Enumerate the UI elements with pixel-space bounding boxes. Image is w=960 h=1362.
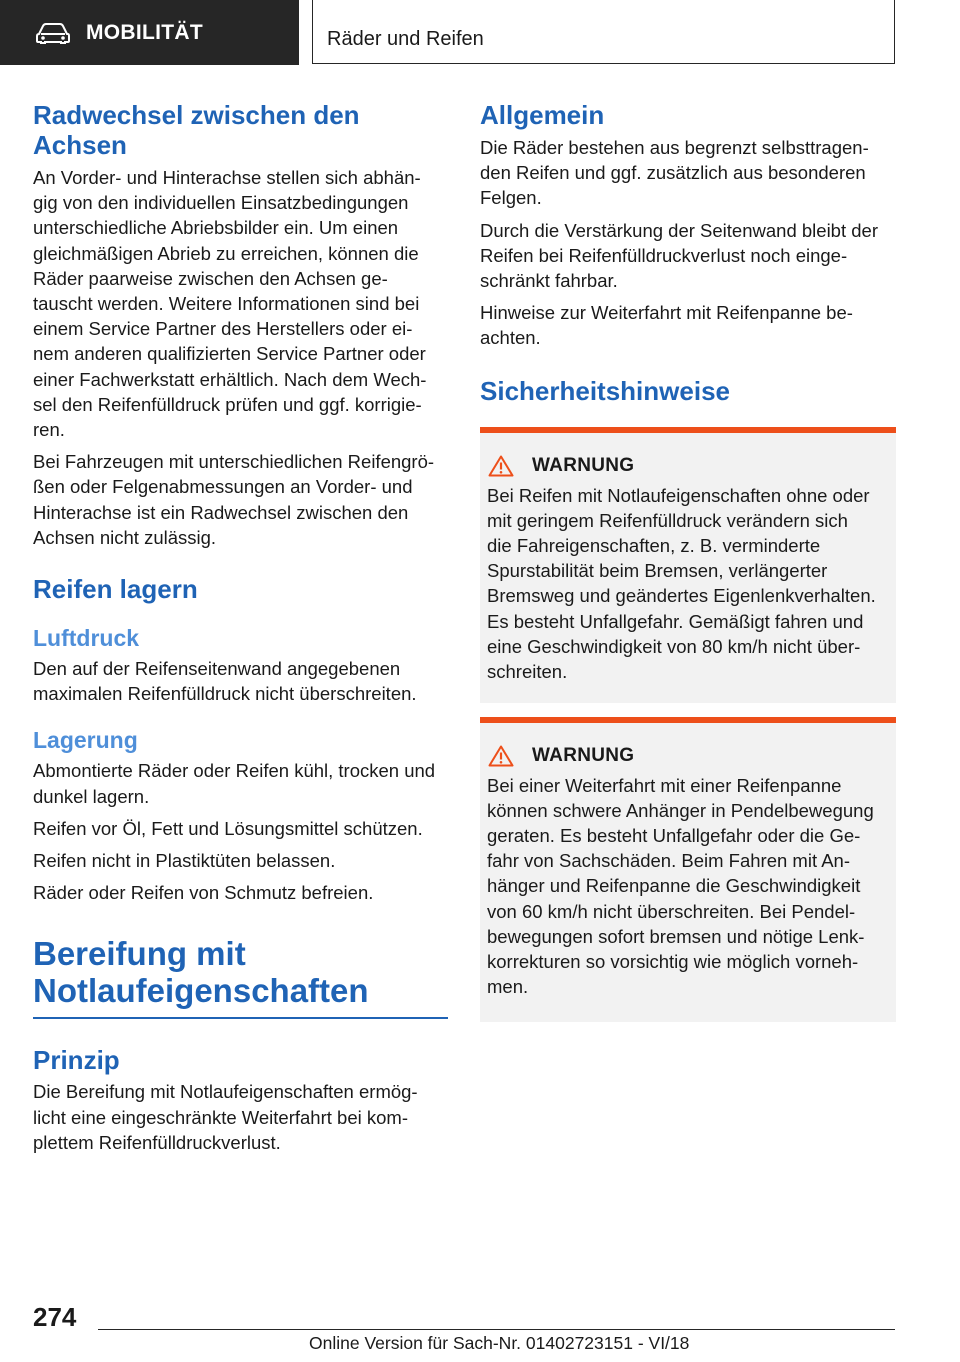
paragraph-luftdruck: Den auf der Reifenseitenwand angegebenen maximalen Reifenfülldruck nicht überschreiten. [33, 658, 417, 705]
heading-reifen-lagern: Reifen lagern [33, 574, 198, 605]
paragraph-lagerung-2: Reifen vor Öl, Fett und Lösungsmittel schützen. [33, 817, 423, 839]
heading-allgemein: Allgemein [480, 100, 605, 130]
paragraph-prinzip: Die Bereifung mit Notlaufeigenschaften ermög- licht eine eingeschränkte Weiterfahrt bei kom- plettem Reifenfülldruckverlust. [33, 1081, 418, 1153]
heading-radwechsel: Radwechsel zwischen den Achsen [33, 100, 360, 160]
left-column [33, 100, 448, 1155]
page-number: 274 [33, 1302, 77, 1332]
chapter-title: MOBILITÄT [86, 20, 204, 44]
paragraph-lagerung-1: Abmontierte Räder oder Reifen kühl, trocken und dunkel lagern. [33, 760, 436, 807]
heading-prinzip: Prinzip [33, 1045, 120, 1076]
paragraph-allgemein-2: Durch die Verstärkung der Seitenwand bleibt der Reifen bei Reifenfülldruckverlust noch einge- schränkt fahrbar. [480, 219, 878, 292]
warning-text: Bei Reifen mit Notlaufeigenschaften ohne oder mit geringem Reifenfülldruck verändern sich die Fahreigenschaften, z. B. verminderte Spurstabilität beim Bremsen, verlängerter Bremsweg und geändertes Eigenlenkverhalten. Es besteht Unfallgefahr. Gemäßigt fahren und eine Geschwindigkeit von 80 km/h nicht über- schreiten. [487, 484, 876, 683]
warning-header [480, 723, 896, 767]
heading-lagerung: Lagerung [33, 727, 138, 754]
car-icon [36, 22, 70, 44]
warning-box-1 [480, 427, 896, 703]
footer-version: Online Version für Sach-Nr. 01402723151 - VI/18 [309, 1333, 690, 1353]
paragraph-radwechsel-2: Bei Fahrzeugen mit unterschiedlichen Reifengrö- ßen oder Felgenabmessungen an Vorder- und Hinterachse ist ein Radwechsel zwischen den Achsen nicht zulässig. [33, 451, 435, 548]
warning-title: WARNUNG [532, 454, 635, 476]
paragraph-radwechsel-1: An Vorder- und Hinterachse stellen sich abhän- gig von den individuellen Einsatzbedingungen unterschiedliche Abriebsbilder ein. Um einen gleichmäßigen Abrieb zu erreichen, können die Räder paarweise zwischen den Achsen ge- tauscht werden. Weitere Informationen sind bei einem Service Partner des Herstellers oder ei- nem anderen qualifizierten Service Partner oder einer Fachwerkstatt erhältlich. Nach dem Wech- sel den Reifenfülldruck prüfen und ggf. korrigie- ren. [33, 167, 427, 441]
paragraph-lagerung-4: Räder oder Reifen von Schmutz befreien. [33, 882, 374, 904]
warning-header [480, 433, 896, 477]
warning-title: WARNUNG [532, 744, 635, 766]
chapter-tab[interactable] [0, 0, 299, 65]
heading-rule [33, 1017, 448, 1019]
paragraph-allgemein-1: Die Räder bestehen aus begrenzt selbsttragen- den Reifen und ggf. zusätzlich aus besonderen Felgen. [480, 137, 869, 209]
warning-triangle-icon [488, 745, 514, 767]
paragraph-allgemein-3: Hinweise zur Weiterfahrt mit Reifenpanne be- achten. [480, 302, 853, 349]
warning-text: Bei einer Weiterfahrt mit einer Reifenpanne können schwere Anhänger in Pendelbewegung geraten. Es besteht Unfallgefahr oder die Ge- fahr von Sachschäden. Beim Fahren mit An- hänger und Reifenpanne die Geschwindigkeit von 60 km/h nicht überschreiten. Bei Pendel- bewegungen sofort bremsen und nötige Lenk- korrekturen so vorsichtig wie möglich vorneh- men. [487, 774, 874, 998]
heading-luftdruck: Luftdruck [33, 625, 140, 652]
paragraph-lagerung-3: Reifen nicht in Plastiktüten belassen. [33, 850, 336, 872]
warning-box-2 [480, 717, 896, 1022]
warning-triangle-icon [488, 455, 514, 477]
heading-bereifung: Bereifung mit Notlaufeigenschaften [33, 935, 369, 1010]
heading-sicherheitshinweise: Sicherheitshinweise [480, 375, 730, 406]
right-column [480, 100, 896, 1022]
footer-rule [98, 1329, 895, 1330]
section-title: Räder und Reifen [327, 28, 484, 50]
section-header [312, 0, 895, 64]
